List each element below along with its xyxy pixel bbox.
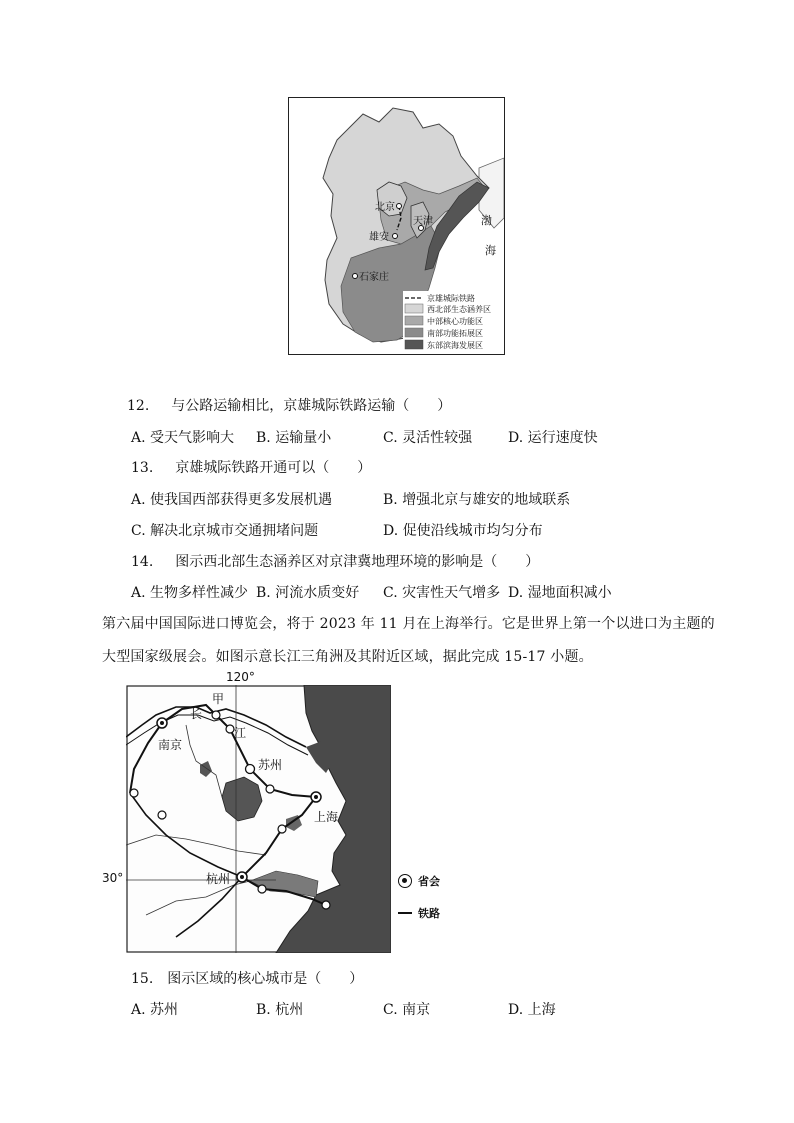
question-number: 14. (131, 554, 154, 570)
suzhou-station-icon (246, 765, 255, 774)
option-15-d[interactable] (508, 999, 556, 1019)
option-text: 受天气影响大 (150, 430, 235, 446)
railway-legend-label: 铁路 (418, 907, 440, 920)
question-number: 12. (127, 398, 150, 414)
station-icon (212, 711, 220, 719)
option-text: 湿地面积减小 (527, 585, 612, 601)
legend-swatch-core (405, 316, 423, 325)
option-text: 生物多样性减少 (150, 585, 249, 601)
question-stem: 京雄城际铁路开通可以（ ） (175, 460, 372, 476)
xiongan-marker-icon (393, 234, 398, 239)
option-letter: C. (383, 585, 398, 601)
option-letter: D. (508, 430, 524, 446)
label-sea-hai: 海 (485, 244, 496, 257)
nanjing-capital-dot (160, 721, 164, 725)
option-text: 促使沿线城市均匀分布 (402, 523, 543, 539)
map1-legend (403, 291, 503, 353)
label-xiongan: 雄安 (369, 232, 389, 243)
question-12 (127, 395, 451, 415)
question-number: 13. (131, 460, 154, 476)
station-icon (130, 789, 138, 797)
option-14-c[interactable] (383, 582, 500, 602)
option-letter: A. (131, 1002, 146, 1018)
option-letter: C. (131, 523, 146, 539)
question-13 (131, 457, 371, 477)
option-12-a[interactable] (131, 427, 234, 447)
option-letter: A. (131, 585, 146, 601)
option-text: 运输量小 (275, 430, 332, 446)
option-13-d[interactable] (383, 520, 543, 540)
option-text: 增强北京与雄安的地域联系 (402, 492, 571, 508)
station-icon (226, 725, 234, 733)
option-letter: B. (383, 492, 398, 508)
question-stem: 图示区域的核心城市是（ ） (167, 971, 364, 987)
option-13-a[interactable] (131, 489, 332, 509)
label-shijiazhuang: 石家庄 (359, 272, 389, 283)
option-letter: B. (256, 430, 271, 446)
option-text: 灵活性较强 (402, 430, 473, 446)
question-stem: 与公路运输相比，京雄城际铁路运输（ ） (171, 398, 452, 414)
legend-southern-label: 南部功能拓展区 (427, 329, 483, 338)
option-13-c[interactable] (131, 520, 318, 540)
option-letter: C. (383, 430, 398, 446)
latitude-label: 30° (102, 871, 124, 885)
option-15-c[interactable] (383, 999, 430, 1019)
option-13-b[interactable] (383, 489, 570, 509)
option-text: 使我国西部获得更多发展机遇 (150, 492, 333, 508)
option-14-a[interactable] (131, 582, 248, 602)
legend-swatch-ecological (405, 304, 423, 313)
jingjinji-map-svg (289, 98, 504, 354)
question-stem: 图示西北部生态涵养区对京津冀地理环境的影响是（ ） (175, 554, 540, 570)
option-letter: D. (383, 523, 399, 539)
yangtze-delta-map (126, 685, 391, 953)
option-letter: A. (131, 492, 146, 508)
option-12-d[interactable] (508, 427, 598, 447)
option-text: 上海 (527, 1002, 556, 1018)
station-icon (158, 811, 166, 819)
station-icon (266, 785, 274, 793)
legend-swatch-southern (405, 328, 423, 337)
label-beijing: 北京 (375, 202, 395, 213)
label-suzhou: 苏州 (258, 758, 283, 772)
legend-coastal-label: 东部滨海发展区 (427, 341, 483, 350)
capital-legend-icon (398, 874, 412, 888)
option-text: 河流水质变好 (275, 585, 360, 601)
station-icon (322, 901, 330, 909)
option-letter: A. (131, 430, 146, 446)
option-letter: C. (383, 1002, 398, 1018)
option-14-d[interactable] (508, 582, 612, 602)
longitude-label: 120° (226, 670, 255, 684)
option-12-c[interactable] (383, 427, 472, 447)
legend-railway-label: 京雄城际铁路 (427, 294, 475, 303)
label-jiang: 江 (234, 726, 247, 740)
label-tianjin: 天津 (413, 216, 433, 227)
intro-line-2: 大型国家级展会。如图示意长江三角洲及其附近区域，据此完成 15-17 小题。 (102, 649, 593, 665)
label-hangzhou: 杭州 (206, 872, 231, 886)
yangtze-delta-map-svg (126, 685, 391, 953)
question-number: 15. (131, 971, 154, 987)
option-text: 运行速度快 (527, 430, 598, 446)
option-letter: D. (508, 585, 524, 601)
option-text: 灾害性天气增多 (402, 585, 501, 601)
option-12-b[interactable] (256, 427, 331, 447)
option-text: 杭州 (275, 1002, 304, 1018)
option-15-a[interactable] (131, 999, 178, 1019)
railway-legend-icon (398, 912, 412, 914)
option-text: 南京 (402, 1002, 431, 1018)
station-icon (278, 825, 286, 833)
option-letter: B. (256, 1002, 271, 1018)
option-letter: D. (508, 1002, 524, 1018)
legend-ecological-label: 西北部生态涵养区 (427, 305, 491, 314)
legend-core-label: 中部核心功能区 (427, 317, 483, 326)
label-sea-bo: 渤 (481, 214, 492, 227)
option-14-b[interactable] (256, 582, 359, 602)
capital-legend-label: 省会 (418, 875, 440, 888)
question-15 (131, 968, 363, 988)
question-14 (131, 551, 539, 571)
option-letter: B. (256, 585, 271, 601)
shanghai-capital-dot (314, 795, 318, 799)
jingjinji-map (288, 97, 505, 355)
option-text: 解决北京城市交通拥堵问题 (150, 523, 319, 539)
label-nanjing: 南京 (158, 738, 183, 752)
label-jia: 甲 (212, 692, 225, 706)
intro-line-1: 第六届中国国际进口博览会，将于 2023 年 11 月在上海举行。它是世界上第一个以进口为主题的 (102, 616, 715, 632)
shijiazhuang-marker-icon (353, 274, 358, 279)
beijing-marker-icon (397, 204, 402, 209)
label-chang: 长 (190, 707, 203, 721)
option-15-b[interactable] (256, 999, 303, 1019)
station-icon (258, 885, 266, 893)
legend-swatch-coastal (405, 340, 423, 349)
hangzhou-capital-dot (240, 875, 244, 879)
option-text: 苏州 (150, 1002, 179, 1018)
label-shanghai: 上海 (314, 810, 339, 824)
